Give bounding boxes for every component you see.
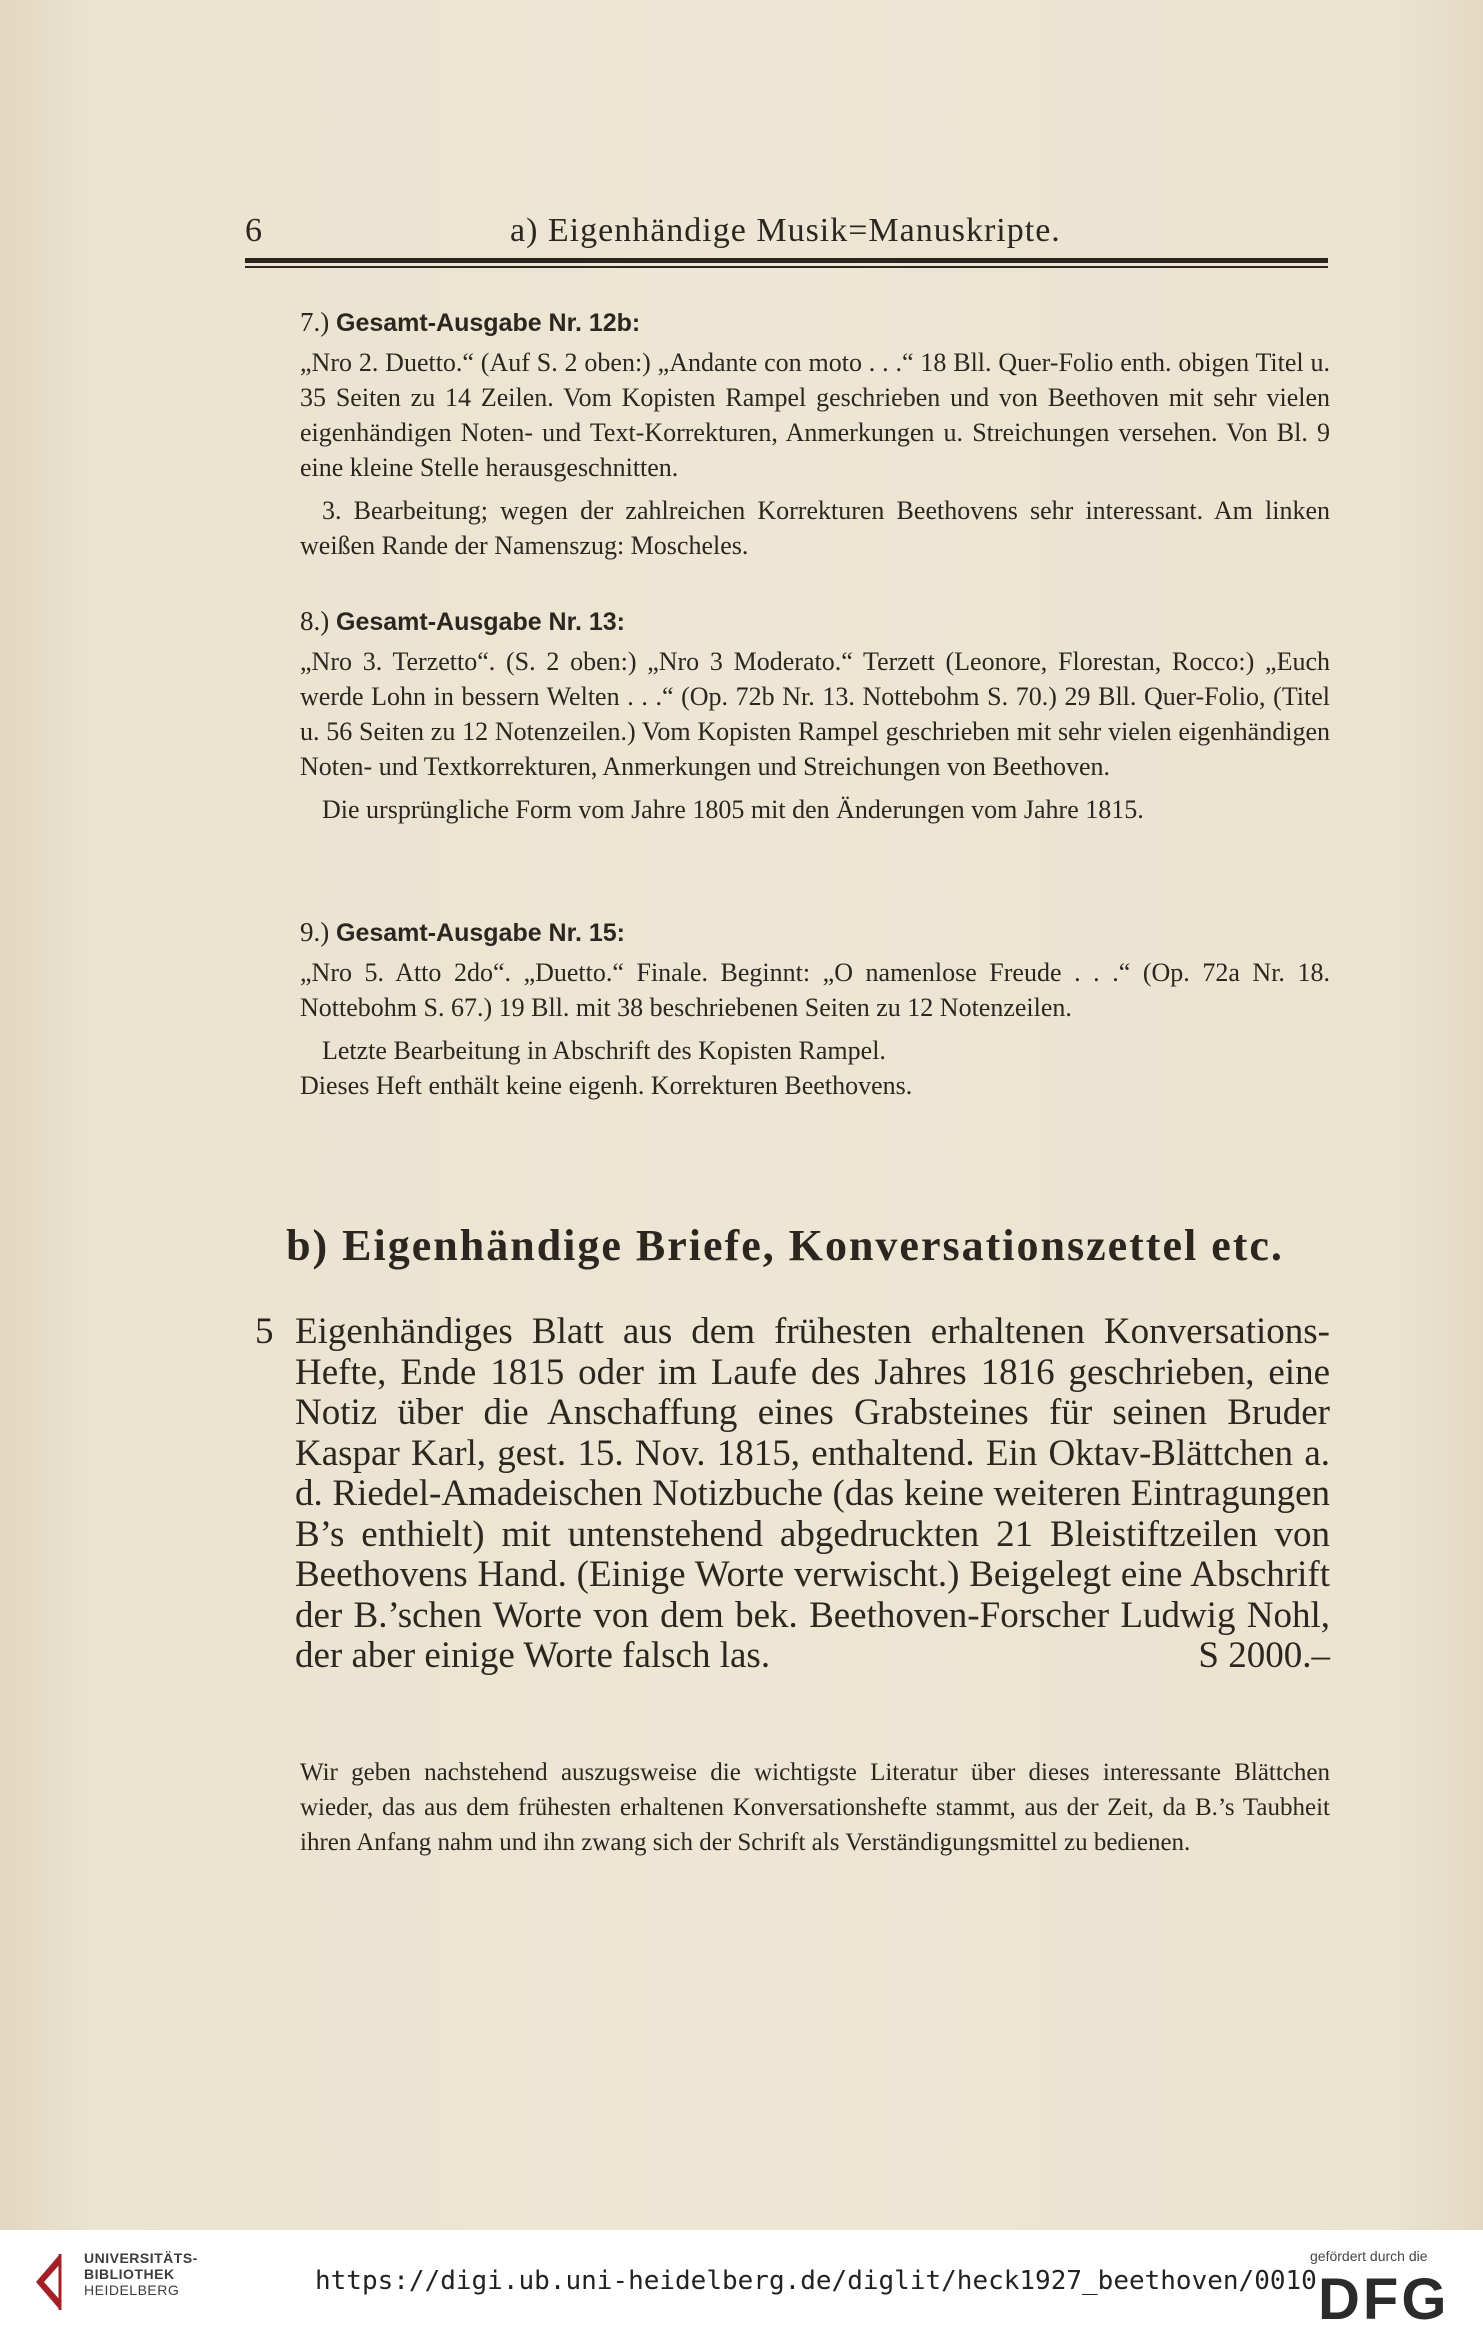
lot-5 [255,1312,1330,1677]
section-title: b) Eigenhändige Briefe, Konversationszettel etc. [286,1221,1284,1270]
header-rule-thin [245,266,1328,268]
running-title: a) Eigenhändige Musik=Manuskripte. [510,212,1061,249]
lot-description: Eigenhändiges Blatt aus dem frühesten erhaltenen Konversations-Hefte, Ende 1815 oder im Laufe des Jahres 1816 geschrieben, eine Notiz über die Anschaffung eines Grabsteines für seinen Bruder Kaspar Karl, gest. 15. Nov. 1815, enthaltend. Ein Oktav-Blättchen a. d. Riedel-Amadeischen Notizbuche (das keine weiteren Eintragungen B’s enthielt) mit untenstehend abgedruckten 21 Bleistiftzeilen von Beethovens Hand. (Einige Worte verwischt.) Beigelegt eine Abschrift der B.’schen Worte von dem bek. Beethoven-Forscher Ludwig Nohl, der aber einige Worte falsch las. [295,1311,1330,1676]
lot-price: S 2000.– [1198,1635,1330,1676]
entry-label: Gesamt-Ausgabe Nr. 12b: [336,309,641,337]
entry-paragraph: „Nro 5. Atto 2do“. „Duetto.“ Finale. Beginnt: „O namenlose Freude . . .“ (Op. 72a Nr. 18. Nottebohm S. 67.) 19 Bll. mit 38 beschriebenen Seiten zu 12 Notenzeilen. [300,958,1330,1022]
literature-note: Wir geben nachstehend auszugsweise die wichtigste Literatur über dieses interessante Blättchen wieder, das aus dem frühesten erhaltenen Konversationshefte stammt, aus der Zeit, da B.’s Taubheit ihren Anfang nahm und ihn zwang sich der Schrift als Verständigungsmittel zu bedienen. [300,1759,1330,1856]
library-name-line2: BIBLIOTHEK [84,2266,175,2282]
entry-heading [300,305,1330,341]
entry-7 [300,305,1330,563]
entry-paragraph: Dieses Heft enthält keine eigenh. Korrekturen Beethovens. [300,1071,913,1100]
entry-number: 8.) [300,606,330,636]
entry-paragraph: 3. Bearbeitung; wegen der zahlreichen Korrekturen Beethovens sehr interessant. Am linken weißen Rande der Namenszug: Moscheles. [300,496,1330,560]
entry-paragraph: Letzte Bearbeitung in Abschrift des Kopisten Rampel. [322,1036,886,1065]
library-name-line3: HEIDELBERG [84,2282,180,2298]
page-number: 6 [245,212,263,249]
library-name-line1: UNIVERSITÄTS- [84,2250,198,2266]
entry-9 [300,915,1330,1103]
permalink-url[interactable]: https://digi.ub.uni-heidelberg.de/diglit/heck1927_beethoven/0010 [315,2266,1317,2296]
entry-paragraph: Die ursprüngliche Form vom Jahre 1805 mit den Änderungen vom Jahre 1815. [322,795,1144,824]
entry-number: 7.) [300,307,330,337]
running-head [245,212,1328,260]
library-name [84,2250,198,2298]
entry-heading [300,604,1330,640]
header-rule-thick [245,258,1328,263]
entry-paragraph: „Nro 3. Terzetto“. (S. 2 oben:) „Nro 3 Moderato.“ Terzett (Leonore, Florestan, Rocco:) „Euch werde Lohn in bessern Welten . . .“ (Op. 72b Nr. 13. Nottebohm S. 70.) 29 Bll. Quer-Folio, (Titel u. 56 Seiten zu 12 Notenzeilen.) Vom Kopisten Rampel geschrieben mit sehr vielen eigenhändigen Noten- und Textkorrekturen, Anmerkungen und Streichungen von Beethoven. [300,647,1330,781]
viewer-footer [0,2230,1483,2341]
dfg-logo: DFG [1318,2267,1450,2332]
entry-heading [300,915,1330,951]
entry-label: Gesamt-Ausgabe Nr. 13: [336,608,625,636]
lot-number: 5 [255,1311,274,1352]
entry-label: Gesamt-Ausgabe Nr. 15: [336,919,625,947]
entry-paragraph: „Nro 2. Duetto.“ (Auf S. 2 oben:) „Andante con moto . . .“ 18 Bll. Quer-Folio enth. obigen Titel u. 35 Seiten zu 14 Zeilen. Vom Kopisten Rampel geschrieben und von Beethoven mit sehr vielen eigenhändigen Noten- und Text-Korrekturen, Anmerkungen u. Streichungen versehen. Von Bl. 9 eine kleine Stelle herausgeschnitten. [300,348,1330,482]
lot-text-block [295,1312,1330,1677]
entry-8 [300,604,1330,827]
entry-number: 9.) [300,917,330,947]
funding-caption: gefördert durch die [1310,2248,1428,2264]
